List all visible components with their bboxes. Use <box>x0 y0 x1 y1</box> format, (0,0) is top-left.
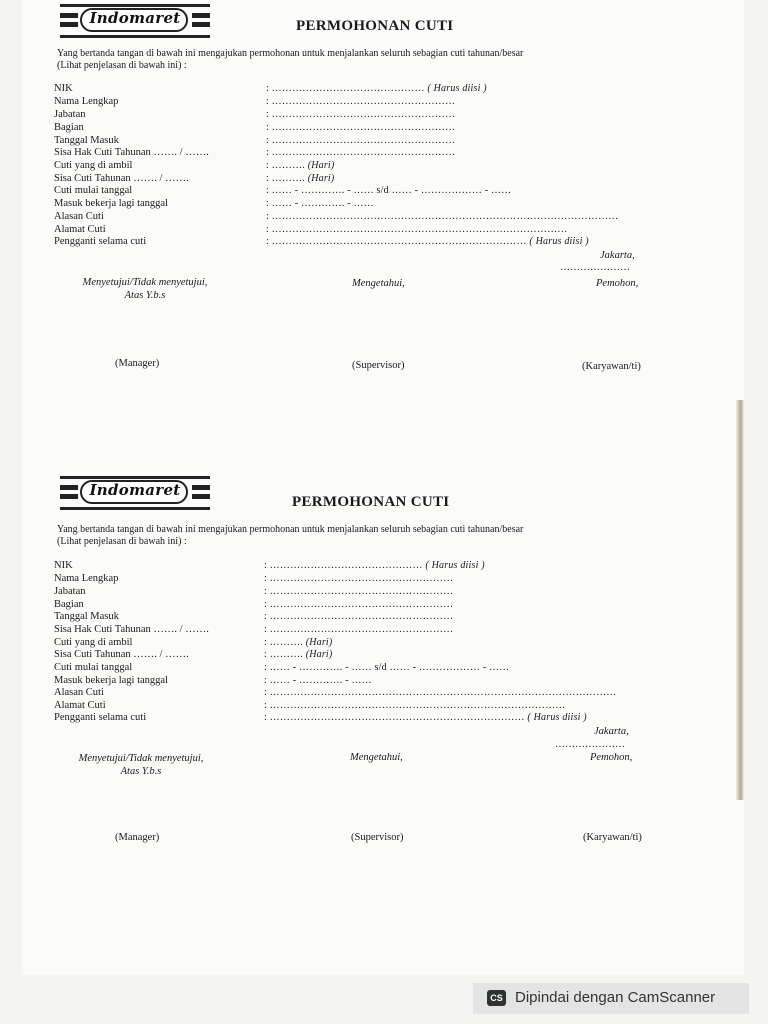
field-value-cuti-diambil[interactable]: : ………. (Hari) <box>266 160 335 171</box>
field-label-sisa-cuti: Sisa Cuti Tahunan ……. / ……. <box>54 649 189 660</box>
field-value-nama[interactable]: : ……………………………………………… <box>266 96 456 107</box>
field-label-nik: NIK <box>54 83 73 94</box>
field-label-masuk-kerja: Masuk bekerja lagi tanggal <box>54 675 169 686</box>
field-value-cuti-mulai[interactable]: : …… - …………. - …… s/d …… - ……………… - …… <box>266 185 512 196</box>
approval-subject: Atas Y.b.s <box>124 290 166 301</box>
logo-text: Indomaret <box>89 481 181 499</box>
form-title: PERMOHONAN CUTI <box>292 494 450 510</box>
field-label-sisa-hak-cuti: Sisa Hak Cuti Tahunan ……. / ……. <box>54 624 209 635</box>
field-label-tanggal-masuk: Tanggal Masuk <box>54 611 119 622</box>
signature-manager: (Manager) <box>115 832 160 843</box>
field-label-jabatan: Jabatan <box>54 586 86 597</box>
watermark-text: Dipindai dengan CamScanner <box>515 989 716 1006</box>
field-label-tanggal-masuk: Tanggal Masuk <box>54 135 119 146</box>
field-value-tanggal-masuk[interactable]: : ……………………………………………… <box>264 611 454 622</box>
intro-text: Yang bertanda tangan di bawah ini mengajukan permohonan untuk menjalankan seluruh sebagian cuti tahunan/besar <box>57 48 524 59</box>
field-label-masuk-kerja: Masuk bekerja lagi tanggal <box>54 198 169 209</box>
field-value-nik[interactable]: : ……………………………………… ( Harus diisi ) <box>264 560 485 571</box>
camscanner-watermark <box>473 983 749 1014</box>
approval-label <box>56 752 226 778</box>
approval-line: Menyetujui/Tidak menyetujui, <box>78 753 204 764</box>
field-value-alamat[interactable]: : …………………………………………………………………………… <box>266 224 568 235</box>
signature-employee: (Karyawan/ti) <box>583 832 642 843</box>
place-label: Jakarta, <box>594 726 629 737</box>
field-value-bagian[interactable]: : ……………………………………………… <box>264 599 454 610</box>
field-label-cuti-diambil: Cuti yang di ambil <box>54 637 133 648</box>
field-value-alasan[interactable]: : ………………………………………………………………………………………… <box>264 687 617 698</box>
applicant-label: Pemohon, <box>590 752 633 763</box>
field-label-pengganti: Pengganti selama cuti <box>54 712 147 723</box>
field-value-masuk-kerja[interactable]: : …… - …………. - …… <box>266 198 374 209</box>
place-label: Jakarta, <box>600 250 635 261</box>
field-label-cuti-mulai: Cuti mulai tanggal <box>54 662 133 673</box>
field-value-alamat[interactable]: : …………………………………………………………………………… <box>264 700 566 711</box>
signature-supervisor: (Supervisor) <box>351 832 404 843</box>
field-value-sisa-cuti[interactable]: : ………. (Hari) <box>264 649 333 660</box>
field-label-sisa-hak-cuti: Sisa Hak Cuti Tahunan ……. / ……. <box>54 147 209 158</box>
applicant-label: Pemohon, <box>596 278 639 289</box>
field-value-nik[interactable]: : ……………………………………… ( Harus diisi ) <box>266 83 487 94</box>
field-value-sisa-hak-cuti[interactable]: : ……………………………………………… <box>266 147 456 158</box>
indomaret-logo <box>60 476 210 510</box>
field-label-nik: NIK <box>54 560 73 571</box>
field-label-alamat: Alamat Cuti <box>54 700 106 711</box>
field-label-bagian: Bagian <box>54 599 84 610</box>
field-value-cuti-diambil[interactable]: : ………. (Hari) <box>264 637 333 648</box>
field-value-bagian[interactable]: : ……………………………………………… <box>266 122 456 133</box>
signature-employee: (Karyawan/ti) <box>582 361 641 372</box>
intro-note: (Lihat penjelasan di bawah ini) : <box>57 536 187 547</box>
intro-text: Yang bertanda tangan di bawah ini mengajukan permohonan untuk menjalankan seluruh sebagian cuti tahunan/besar <box>57 524 524 535</box>
field-value-sisa-hak-cuti[interactable]: : ……………………………………………… <box>264 624 454 635</box>
camscanner-icon: CS <box>487 990 506 1006</box>
field-value-masuk-kerja[interactable]: : …… - …………. - …… <box>264 675 372 686</box>
field-label-alasan: Alasan Cuti <box>54 211 104 222</box>
field-value-jabatan[interactable]: : ……………………………………………… <box>266 109 456 120</box>
field-label-pengganti: Pengganti selama cuti <box>54 236 147 247</box>
approval-line: Menyetujui/Tidak menyetujui, <box>82 277 208 288</box>
field-label-sisa-cuti: Sisa Cuti Tahunan ……. / ……. <box>54 173 189 184</box>
acknowledge-label: Mengetahui, <box>352 278 405 289</box>
acknowledge-label: Mengetahui, <box>350 752 403 763</box>
field-label-cuti-mulai: Cuti mulai tanggal <box>54 185 133 196</box>
field-value-pengganti[interactable]: : ………………………………………………………………… ( Harus diisi ) <box>266 236 589 247</box>
field-label-jabatan: Jabatan <box>54 109 86 120</box>
signature-supervisor: (Supervisor) <box>352 360 405 371</box>
field-label-bagian: Bagian <box>54 122 84 133</box>
signature-manager: (Manager) <box>115 358 160 369</box>
field-value-alasan[interactable]: : ………………………………………………………………………………………… <box>266 211 619 222</box>
field-value-jabatan[interactable]: : ……………………………………………… <box>264 586 454 597</box>
intro-note: (Lihat penjelasan di bawah ini) : <box>57 60 187 71</box>
field-value-tanggal-masuk[interactable]: : ……………………………………………… <box>266 135 456 146</box>
field-value-sisa-cuti[interactable]: : ………. (Hari) <box>266 173 335 184</box>
field-label-alasan: Alasan Cuti <box>54 687 104 698</box>
field-value-pengganti[interactable]: : ………………………………………………………………… ( Harus diisi ) <box>264 712 587 723</box>
field-label-cuti-diambil: Cuti yang di ambil <box>54 160 133 171</box>
approval-subject: Atas Y.b.s <box>120 766 162 777</box>
date-field[interactable]: ………………… <box>555 739 625 750</box>
logo-text: Indomaret <box>89 9 181 27</box>
field-value-nama[interactable]: : ……………………………………………… <box>264 573 454 584</box>
field-label-nama: Nama Lengkap <box>54 96 119 107</box>
field-value-cuti-mulai[interactable]: : …… - …………. - …… s/d …… - ……………… - …… <box>264 662 510 673</box>
form-title: PERMOHONAN CUTI <box>296 18 454 34</box>
field-label-nama: Nama Lengkap <box>54 573 119 584</box>
field-label-alamat: Alamat Cuti <box>54 224 106 235</box>
date-field[interactable]: ………………… <box>560 262 630 273</box>
